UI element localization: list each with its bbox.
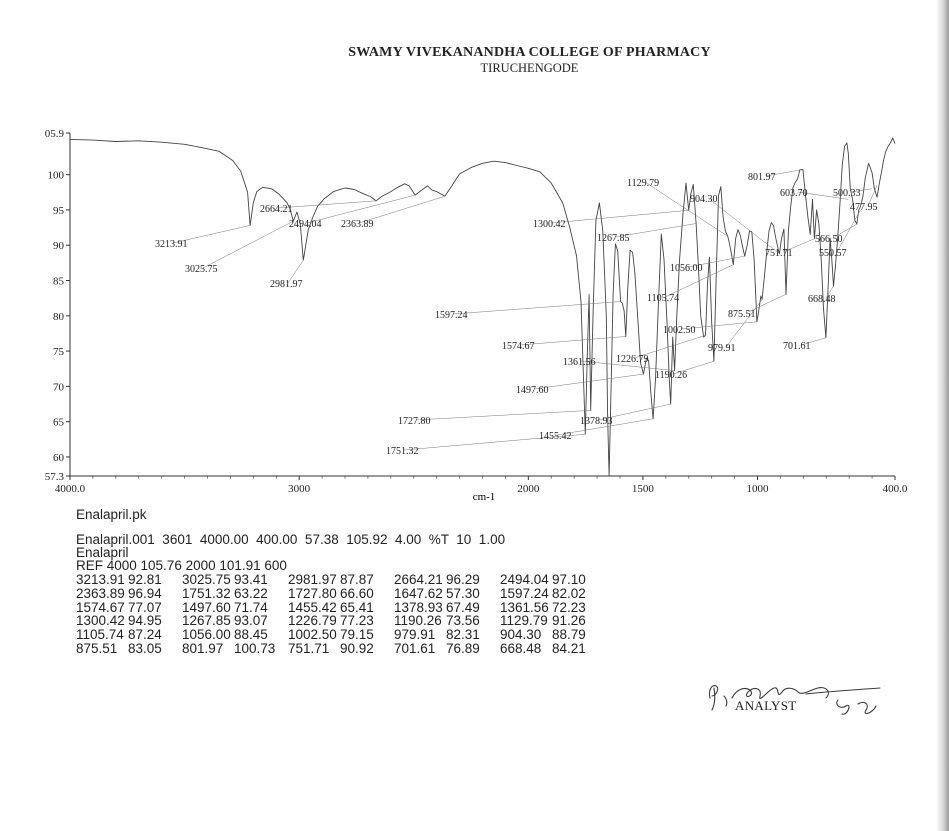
peak-transmittance-cell: 63.22 — [234, 585, 268, 601]
peak-transmittance-cell: 76.89 — [446, 640, 480, 656]
peak-table-row — [76, 628, 606, 642]
annotation-leader — [203, 221, 293, 268]
peak-table-row — [76, 601, 606, 615]
peak-transmittance-cell: 96.29 — [446, 572, 480, 587]
y-tick-label: 05.9 — [44, 128, 64, 140]
peak-wavenumber-cell: 1105.74 — [76, 627, 124, 643]
x-tick-label: 2000 — [517, 483, 540, 495]
peak-label: 801.97 — [748, 172, 776, 183]
peak-wavenumber-cell: 1378.93 — [394, 599, 443, 615]
x-tick-label: 400.0 — [882, 483, 908, 495]
peak-transmittance-cell: 100.73 — [234, 640, 276, 656]
peak-transmittance-cell: 90.92 — [340, 640, 374, 656]
peak-transmittance-cell: 79.15 — [340, 627, 374, 643]
annotation-leader — [837, 210, 860, 252]
peak-label: 2363.89 — [341, 219, 374, 230]
analyst-signature — [702, 676, 902, 736]
peak-label: 1300.42 — [533, 219, 566, 230]
annotation-leader — [278, 201, 376, 208]
peak-label: 1361.56 — [563, 357, 596, 368]
peak-wavenumber-cell: 1647.62 — [394, 585, 443, 601]
peak-label: 603.70 — [780, 188, 808, 199]
peak-wavenumber-cell: 1300.42 — [76, 613, 125, 629]
annotation-leader — [453, 302, 621, 314]
peak-label: 3025.75 — [185, 264, 218, 275]
peak-label: 1455.42 — [539, 431, 572, 442]
annotation-leader — [708, 198, 779, 254]
peak-table — [76, 573, 606, 656]
peak-label: 1727.80 — [398, 416, 431, 427]
peak-annotations — [155, 169, 878, 457]
peak-wavenumber-cell: 2664.21 — [394, 572, 443, 587]
peak-transmittance-cell: 91.26 — [552, 613, 586, 629]
peak-transmittance-cell: 94.95 — [128, 613, 162, 629]
sample-file-name: Enalapril.pk — [76, 507, 147, 522]
annotation-leader — [534, 374, 643, 389]
y-tick-label: 85 — [53, 275, 64, 288]
y-tick-label: 80 — [53, 310, 64, 323]
institution-location: TIRUCHENGODE — [480, 61, 579, 75]
peak-label: 751.71 — [765, 248, 793, 259]
peak-wavenumber-cell: 1002.50 — [288, 627, 337, 643]
peak-wavenumber-cell: 3025.75 — [182, 572, 231, 587]
peak-label: 1378.93 — [580, 416, 613, 427]
peak-wavenumber-cell: 1751.32 — [182, 585, 231, 601]
peak-wavenumber-cell: 1497.60 — [182, 599, 231, 615]
peak-transmittance-cell: 66.60 — [340, 585, 374, 601]
peak-transmittance-cell: 65.41 — [340, 599, 374, 615]
peak-label: 1002.50 — [663, 325, 696, 336]
peak-wavenumber-cell: 904.30 — [500, 627, 542, 643]
peak-label: 1056.00 — [670, 263, 703, 274]
peak-wavenumber-cell: 1361.56 — [500, 599, 549, 615]
peak-label: 904.30 — [690, 194, 718, 205]
peak-transmittance-cell: 72.23 — [552, 599, 586, 615]
peak-wavenumber-cell: 1267.85 — [182, 613, 231, 629]
peak-wavenumber-cell: 1455.42 — [288, 599, 337, 615]
peak-table-row — [76, 573, 606, 587]
chart-axes — [70, 133, 895, 476]
peak-transmittance-cell: 77.23 — [340, 613, 374, 629]
annotation-leader — [551, 210, 689, 223]
y-tick-label: 95 — [53, 204, 64, 217]
annotation-leader — [726, 299, 762, 347]
peak-transmittance-cell: 71.74 — [234, 599, 268, 615]
y-tick-label: 57.3 — [44, 471, 64, 483]
y-tick-label: 70 — [53, 381, 64, 394]
peak-transmittance-cell: 96.94 — [128, 585, 162, 601]
peak-label: 477.95 — [850, 202, 878, 213]
peak-transmittance-cell: 67.49 — [446, 599, 480, 615]
peak-transmittance-cell: 82.31 — [446, 627, 480, 643]
peak-label: 3213.91 — [155, 239, 188, 250]
x-tick-label: 4000.0 — [54, 483, 86, 495]
peak-wavenumber-cell: 1574.67 — [76, 599, 125, 615]
peak-label: 2981.97 — [270, 279, 303, 290]
peak-label: 1105.74 — [647, 293, 680, 304]
peak-label: 1190.26 — [655, 370, 688, 381]
peak-transmittance-cell: 93.07 — [234, 613, 268, 629]
peak-transmittance-cell: 92.81 — [128, 572, 162, 587]
peak-wavenumber-cell: 2363.89 — [76, 585, 125, 601]
peak-label: 1226.79 — [616, 354, 649, 365]
scan-parameters: Enalapril.001 3601 4000.00 400.00 57.38 105.92 4.00 %T 10 1.00 — [76, 532, 506, 547]
institution-title: SWAMY VIVEKANANDHA COLLEGE OF PHARMACY — [348, 45, 711, 60]
peak-transmittance-cell: 97.10 — [552, 572, 586, 587]
reference-line: REF 4000 105.76 2000 101.91 600 — [76, 558, 287, 573]
peak-transmittance-cell: 83.05 — [128, 640, 162, 656]
peak-label: 1597.24 — [435, 310, 468, 321]
peak-transmittance-cell: 73.56 — [446, 613, 480, 629]
y-axis-ticks — [45, 128, 70, 483]
x-tick-label: 1000 — [746, 483, 769, 495]
peak-transmittance-cell: 88.45 — [234, 627, 268, 643]
peak-label: 2664.21 — [260, 204, 293, 215]
peak-wavenumber-cell: 668.48 — [500, 640, 542, 656]
peak-transmittance-cell: 87.87 — [340, 572, 374, 587]
peak-label: 1497.60 — [516, 385, 549, 396]
peak-table-row — [76, 642, 606, 656]
peak-label: 2494.04 — [289, 219, 322, 230]
spectrum-line — [70, 138, 895, 476]
peak-transmittance-cell: 87.24 — [128, 627, 162, 643]
peak-wavenumber-cell: 979.91 — [394, 627, 436, 643]
peak-transmittance-cell: 57.30 — [446, 585, 480, 601]
x-tick-label: 3000 — [288, 483, 311, 495]
peak-wavenumber-cell: 875.51 — [76, 640, 118, 656]
peak-wavenumber-cell: 1190.26 — [394, 613, 442, 629]
peak-label: 1574.67 — [502, 341, 535, 352]
peak-transmittance-cell: 88.79 — [552, 627, 586, 643]
peak-label: 550.57 — [819, 248, 847, 259]
peak-label: 1129.79 — [627, 178, 660, 189]
peak-transmittance-cell: 84.21 — [552, 640, 586, 656]
y-tick-label: 75 — [53, 346, 64, 359]
peak-wavenumber-cell: 1056.00 — [182, 627, 231, 643]
peak-label: 500.33 — [833, 188, 861, 199]
peak-label: 566.50 — [815, 234, 843, 245]
peak-transmittance-cell: 93.41 — [234, 572, 268, 587]
peak-label: 701.61 — [783, 341, 811, 352]
peak-wavenumber-cell: 2981.97 — [288, 572, 337, 587]
peak-label: 1267.85 — [597, 233, 630, 244]
peak-label: 1751.32 — [386, 446, 419, 457]
x-axis-label: cm-1 — [472, 491, 496, 500]
y-tick-label: 65 — [53, 416, 64, 429]
peak-wavenumber-cell: 1727.80 — [288, 585, 337, 601]
peak-wavenumber-cell: 801.97 — [182, 640, 224, 656]
peak-transmittance-cell: 82.02 — [552, 585, 586, 601]
peak-wavenumber-cell: 751.71 — [288, 640, 330, 656]
peak-wavenumber-cell: 1597.24 — [500, 585, 549, 601]
annotation-leader — [416, 410, 591, 420]
y-tick-label: 60 — [53, 451, 64, 464]
peak-table-row — [76, 614, 606, 628]
y-tick-label: 90 — [53, 240, 64, 253]
peak-wavenumber-cell: 701.61 — [394, 640, 436, 656]
peak-label: 979.91 — [708, 343, 736, 354]
peak-wavenumber-cell: 3213.91 — [76, 572, 125, 587]
y-tick-label: 100 — [47, 169, 64, 182]
annotation-leader — [520, 336, 626, 345]
peak-wavenumber-cell: 1129.79 — [500, 613, 548, 629]
peak-label: 668.48 — [808, 294, 836, 305]
peak-label: 875.51 — [728, 309, 756, 320]
peak-wavenumber-cell: 2494.04 — [500, 572, 549, 587]
peak-transmittance-cell: 77.07 — [128, 599, 162, 615]
x-tick-label: 1500 — [631, 483, 654, 495]
peak-wavenumber-cell: 1226.79 — [288, 613, 337, 629]
analyst-label: ANALYST — [735, 698, 797, 713]
peak-table-row — [76, 587, 606, 601]
sample-label: Enalapril — [76, 545, 129, 560]
